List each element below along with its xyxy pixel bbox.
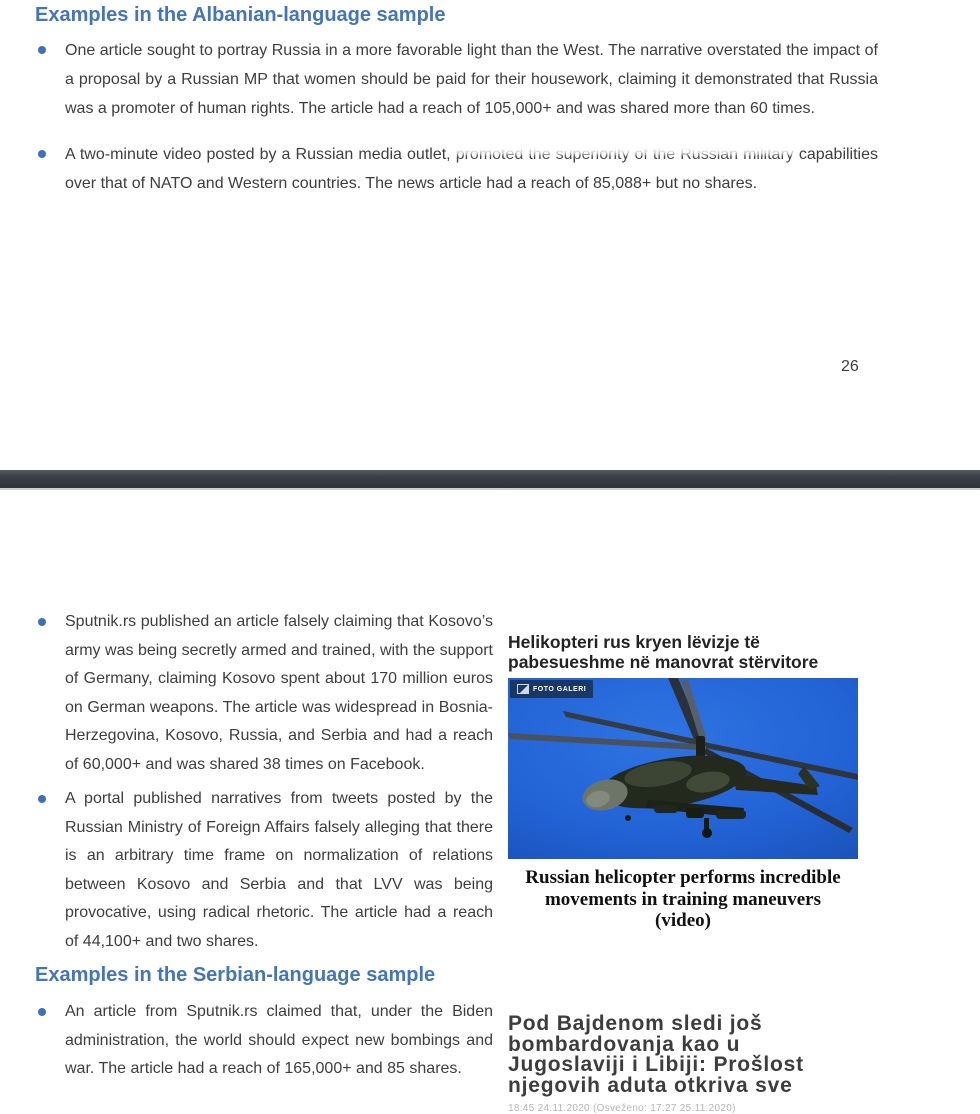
bullet-text: A two-minute video posted by a Russian media outlet, promoted the superiority of the Russian military capabilities over that of NATO and Western countries. The news article had a reach of 85,088+ but no shares.	[65, 146, 879, 192]
news-headline-serbian: Pod Bajdenom sledi još bombardovanja kao u Jugoslaviji i Libiji: Prošlost njegovih aduta otkriva sve	[508, 1012, 804, 1097]
left-text-column	[35, 608, 493, 1090]
article-timestamp: 18:45 24.11.2020 (Osveženo: 17:27 25.11.2020)	[508, 1103, 736, 1114]
bullet-text: A portal published narratives from tweets posted by the Russian Ministry of Foreign Affairs falsely alleging that there is an arbitrary time frame on normalization of relations between Kosovo and Serbia and that LVV was being provocative, using radical rhetoric. The article had a reach of 44,100+ and two shares.	[65, 790, 493, 950]
bullet-icon	[38, 46, 46, 54]
page-number: 26	[841, 358, 859, 375]
bullet-item	[35, 140, 878, 198]
bullet-icon	[38, 795, 46, 803]
helicopter-photo	[508, 678, 858, 859]
section-heading-albanian-sample: Examples in the Albanian-language sample	[35, 4, 446, 26]
bullet-list-sputnik	[35, 608, 493, 956]
bullet-icon	[38, 150, 46, 158]
page-break-divider	[0, 470, 980, 490]
bullet-list-serbian	[35, 998, 493, 1084]
photo-caption-english: Russian helicopter performs incredible movements in training maneuvers (video)	[525, 867, 841, 931]
helicopter-illustration	[508, 678, 858, 859]
bullet-icon	[38, 618, 46, 626]
news-card-serbian	[508, 1014, 868, 1114]
bullet-item	[35, 36, 878, 123]
clipped-text-artifact: promoted the superiority of the Russian military	[455, 146, 794, 163]
bullet-text: One article sought to portray Russia in a more favorable light than the West. The narrative overstated the impact of a proposal by a Russian MP that women should be paid for their housework, claiming it demonstrated that Russia was a promoter of human rights. The article had a reach of 105,000+ and was shared more than 60 times.	[65, 42, 878, 117]
bullet-item	[35, 608, 493, 779]
bullet-item	[35, 998, 493, 1084]
bullet-list-albanian	[35, 36, 878, 215]
photo-gallery-badge-label: FOTO GALERI	[533, 685, 587, 693]
bullet-text: An article from Sputnik.rs claimed that, under the Biden administration, the world should expect new bombings and war. The article had a reach of 165,000+ and 85 shares.	[65, 1003, 493, 1077]
photo-gallery-icon	[517, 684, 529, 694]
news-screenshot-column	[508, 632, 860, 932]
photo-gallery-badge	[510, 680, 593, 698]
section-heading-serbian-sample: Examples in the Serbian-language sample	[35, 964, 436, 986]
bullet-icon	[38, 1008, 46, 1016]
bullet-text: Sputnik.rs published an article falsely claiming that Kosovo’s army was being secretly armed and trained, with the support of Germany, claiming Kosovo spent about 170 million euros on German weapons. The article was widespread in Bosnia-Herzegovina, Kosovo, Russia, and Serbia and had a reach of 60,000+ and was shared 38 times on Facebook.	[65, 613, 493, 773]
bullet-item	[35, 785, 493, 956]
news-headline-albanian: Helikopteri rus kryen lëvizje të pabesueshme në manovrat stërvitore	[508, 632, 819, 672]
